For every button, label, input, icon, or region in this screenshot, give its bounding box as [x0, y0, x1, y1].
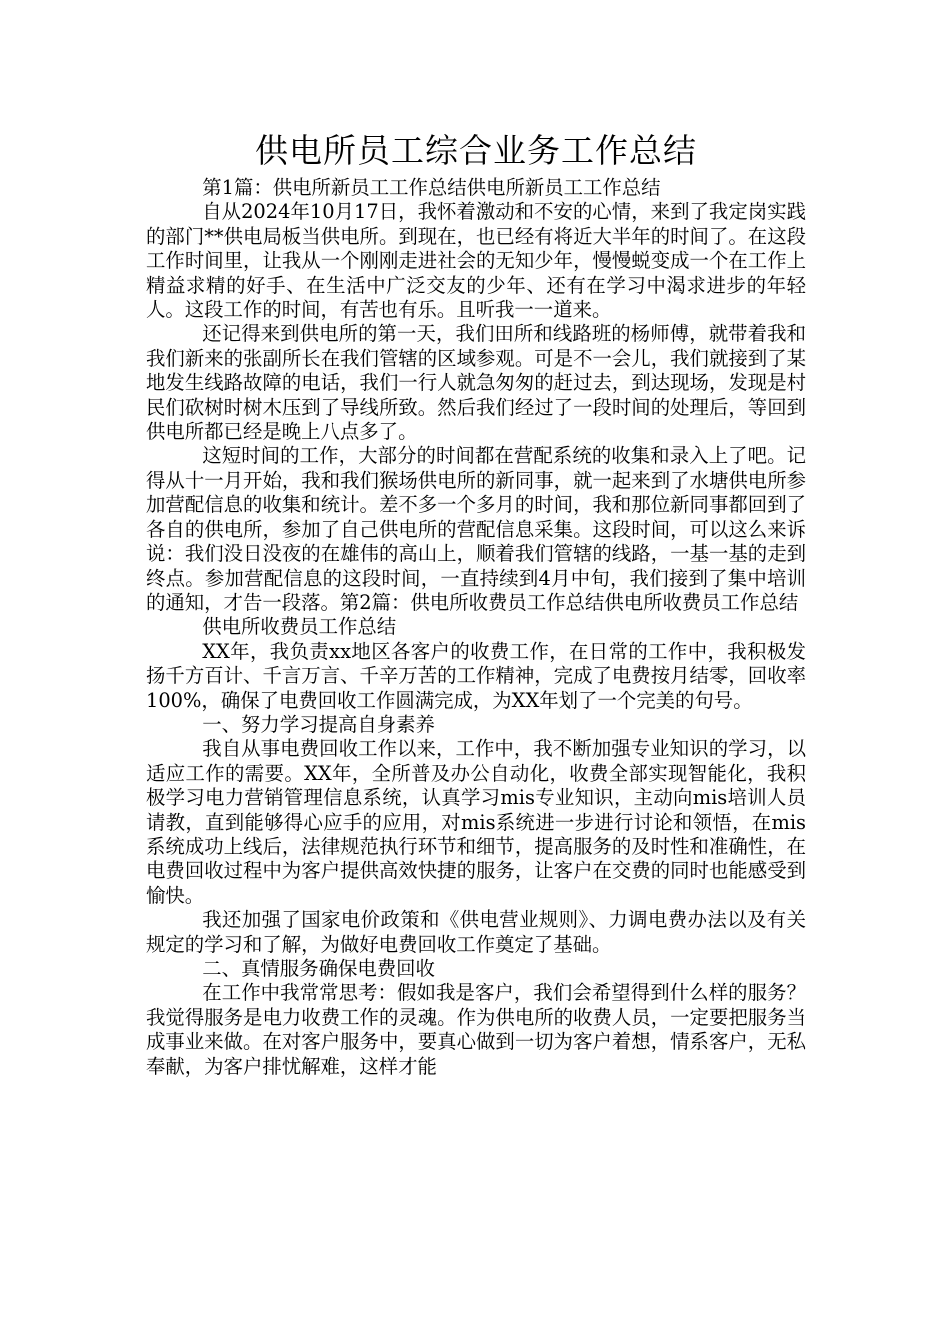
body-paragraph: 还记得来到供电所的第一天，我们田所和线路班的杨师傅，就带着我和我们新来的张副所长在我们管辖的区域参观。可是不一会儿，我们就接到了某地发生线路故障的电话，我们一行人就急匆匆的赶过去，到达现场，发现是村民们砍树时树木压到了导线所致。然后我们经过了一段时间的处理后，等回到供电所都已经是晚上八点多了。 [146, 322, 806, 444]
section-heading-2: 二、真情服务确保电费回收 [202, 957, 435, 980]
body-paragraph: 自从2024年10月17日，我怀着激动和不安的心情，来到了我定岗实践的部门**供电局板当供电所。到现在，也已经有将近大半年的时间了。在这段工作时间里，让我从一个刚刚走进社会的无知少年，慢慢蜕变成一个在工作上精益求精的好手、在生活中广泛交友的少年、还有在学习中渴求进步的年轻人。这段工作的时间，有苦也有乐。且听我一一道来。 [146, 200, 806, 322]
body-paragraph: XX年，我负责xx地区各客户的收费工作，在日常的工作中，我积极发扬千方百计、千言万言、千辛万苦的工作精神，完成了电费按月结零，回收率100%，确保了电费回收工作圆满完成，为XX年划了一个完美的句号。 [146, 639, 806, 712]
subtitle-paragraph: 供电所收费员工作总结 [202, 615, 397, 639]
body-paragraph: 我自从事电费回收工作以来，工作中，我不断加强专业知识的学习，以适应工作的需要。XX年，全所普及办公自动化，收费全部实现智能化，我积极学习电力营销管理信息系统，认真学习mis专业知识，主动向mis培训人员请教，直到能够得心应手的应用，对mis系统进一步进行讨论和领悟，在mis系统成功上线后，法律规范执行环节和细节，提高服务的及时性和准确性，在电费回收过程中为客户提供高效快捷的服务，让客户在交费的同时也能感受到愉快。 [146, 737, 806, 907]
section-heading-1: 一、努力学习提高自身素养 [202, 712, 435, 736]
body-paragraph: 这短时间的工作，大部分的时间都在营配系统的收集和录入上了吧。记得从十一月开始，我和我们猴场供电所的新同事，就一起来到了水塘供电所参加营配信息的收集和统计。差不多一个多月的时间，我和那位新同事都回到了各自的供电所，参加了自己供电所的营配信息采集。这段时间，可以这么来诉说：我们没日没夜的在雄伟的高山上，顺着我们管辖的线路，一基一基的走到终点。参加营配信息的这段时间，一直持续到4月中旬，我们接到了集中培训的通知，才告一段落。第2篇：供电所收费员工作总结供电所收费员工作总结 [146, 444, 806, 614]
body-paragraph: 我还加强了国家电价政策和《供电营业规则》、力调电费办法以及有关规定的学习和了解，为做好电费回收工作奠定了基础。 [146, 908, 806, 956]
body-paragraph: 在工作中我常常思考：假如我是客户，我们会希望得到什么样的服务？我觉得服务是电力收费工作的灵魂。作为供电所的收费人员，一定要把服务当成事业来做。在对客户服务中，要真心做到一切为客户着想，情系客户，无私奉献，为客户排忧解难，这样才能 [146, 981, 806, 1078]
document-title: 供电所员工综合业务工作总结 [255, 131, 697, 170]
section-heading-part-1: 第1篇：供电所新员工工作总结供电所新员工工作总结 [202, 176, 661, 199]
document-page [146, 130, 806, 1079]
